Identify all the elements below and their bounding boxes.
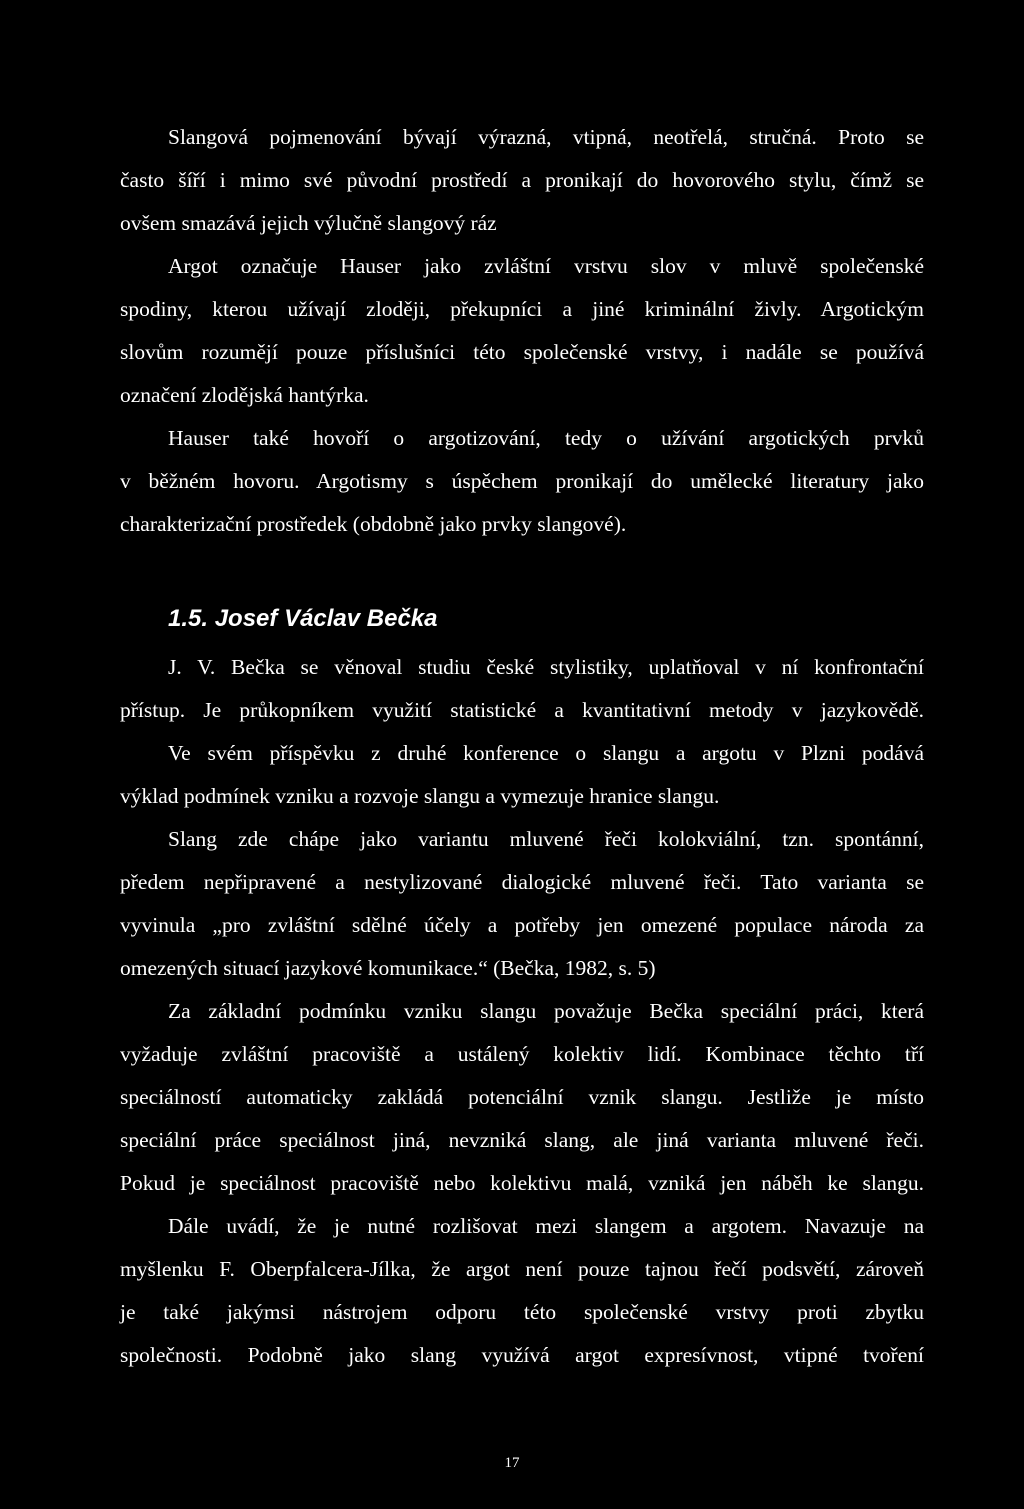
- text-line: Pokud je speciálnost pracoviště nebo kolektivu malá, vzniká jen náběh ke slangu.: [120, 1171, 924, 1195]
- text-line: ovšem smazává jejich výlučně slangový ráz: [120, 211, 497, 235]
- text-line: v běžném hovoru. Argotismy s úspěchem pronikají do umělecké literatury jako: [120, 469, 924, 493]
- section-heading: 1.5. Josef Václav Bečka: [168, 605, 438, 632]
- text-line: společnosti. Podobně jako slang využívá argot expresívnost, vtipné tvoření: [120, 1343, 924, 1367]
- text-line: vyvinula „pro zvláštní sdělné účely a potřeby jen omezené populace národa za: [120, 913, 924, 937]
- text-line: vyžaduje zvláštní pracoviště a ustálený kolektiv lidí. Kombinace těchto tří: [120, 1042, 924, 1066]
- text-line: Argot označuje Hauser jako zvláštní vrstvu slov v mluvě společenské: [168, 254, 924, 278]
- text-line: charakterizační prostředek (obdobně jako prvky slangové).: [120, 512, 627, 536]
- text-line: Slang zde chápe jako variantu mluvené řeči kolokviální, tzn. spontánní,: [168, 827, 924, 851]
- text-line: speciální práce speciálnost jiná, nevzniká slang, ale jiná varianta mluvené řeči.: [120, 1128, 924, 1152]
- text-line: označení zlodějská hantýrka.: [120, 383, 369, 407]
- text-line: J. V. Bečka se věnoval studiu české stylistiky, uplatňoval v ní konfrontační: [168, 655, 924, 679]
- text-line: přístup. Je průkopníkem využití statistické a kvantitativní metody v jazykovědě.: [120, 698, 924, 722]
- text-line: spodiny, kterou užívají zloději, překupníci a jiné kriminální živly. Argotickým: [120, 297, 924, 321]
- text-line: omezených situací jazykové komunikace.“ (Bečka, 1982, s. 5): [120, 956, 656, 980]
- text-line: Za základní podmínku vzniku slangu považuje Bečka speciální práci, která: [168, 999, 924, 1023]
- text-line: je také jakýmsi nástrojem odporu této společenské vrstvy proti zbytku: [120, 1300, 924, 1324]
- text-line: Hauser také hovoří o argotizování, tedy o užívání argotických prvků: [168, 426, 924, 450]
- text-line: Ve svém příspěvku z druhé konference o slangu a argotu v Plzni podává: [168, 741, 924, 765]
- text-line: speciálností automaticky zakládá potenciální vznik slangu. Jestliže je místo: [120, 1085, 924, 1109]
- text-line: předem nepřipravené a nestylizované dialogické mluvené řeči. Tato varianta se: [120, 870, 924, 894]
- text-line: Slangová pojmenování bývají výrazná, vtipná, neotřelá, stručná. Proto se: [168, 125, 924, 149]
- text-line: výklad podmínek vzniku a rozvoje slangu a vymezuje hranice slangu.: [120, 784, 720, 808]
- page-number: 17: [504, 1455, 520, 1471]
- text-line: často šíří i mimo své původní prostředí a pronikají do hovorového stylu, čímž se: [120, 168, 924, 192]
- text-line: Dále uvádí, že je nutné rozlišovat mezi slangem a argotem. Navazuje na: [168, 1214, 924, 1238]
- text-line: myšlenku F. Oberpfalcera-Jílka, že argot není pouze tajnou řečí podsvětí, zároveň: [120, 1257, 924, 1281]
- text-line: slovům rozumějí pouze příslušníci této společenské vrstvy, i nadále se používá: [120, 340, 924, 364]
